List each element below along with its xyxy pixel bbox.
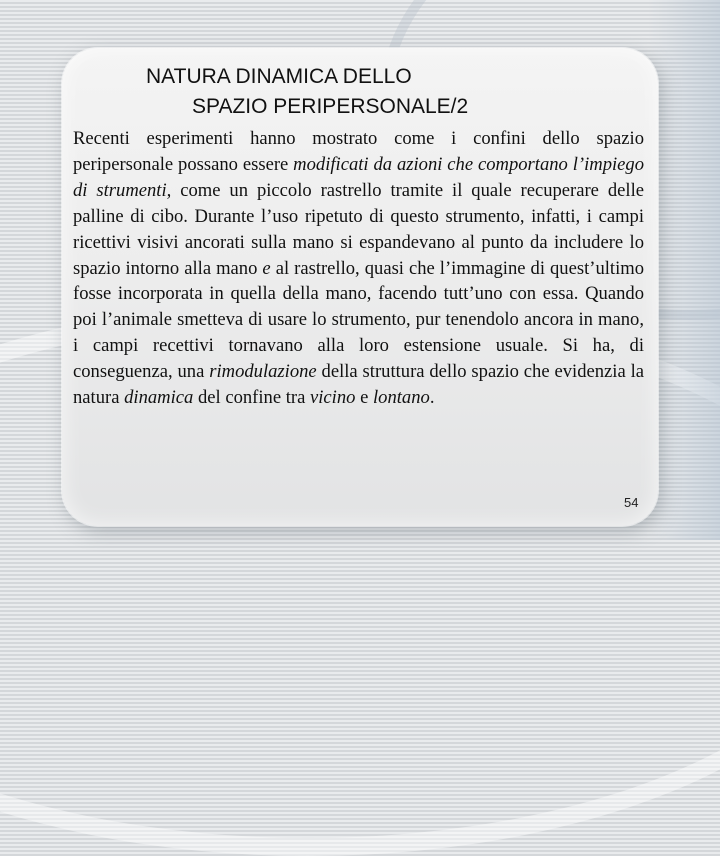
slide-title (146, 62, 606, 122)
body-segment: e (355, 387, 373, 409)
body-segment-italic: dinamica (124, 387, 194, 409)
body-segment: del confine tra (193, 387, 310, 409)
body-segment: della struttura dello spazio che evidenzia la natura (73, 361, 644, 409)
background-side-band (648, 0, 720, 540)
slide-title-line-2: SPAZIO PERIPERSONALE/2 (192, 95, 469, 118)
body-segment: . (429, 387, 435, 409)
slide-body-text (73, 126, 644, 411)
body-segment: Recenti esperimenti hanno mostrato come i confini dello spazio peripersonale possano essere (73, 128, 644, 175)
page-number: 54 (624, 495, 639, 510)
slide-title-line-1: NATURA DINAMICA DELLO (146, 65, 412, 88)
body-segment-italic: vicino (310, 387, 356, 409)
body-segment-italic: modificati da azioni che comportano l’impiego di strumenti, (73, 153, 645, 201)
body-segment: al rastrello, quasi che l’immagine di quest’ultimo fosse incorporata in quella della mano, facendo tutt’uno con essa. Quando poi l’animale smetteva di usare lo strumento, pur tenendolo ancora in mano, i campi recettivi tornavano alla loro estensione usuale. Si ha, di conseguenza, una (73, 257, 645, 383)
body-segment: come un piccolo rastrello tramite il quale recuperare delle palline di cibo. Durante l’uso ripetuto di questo strumento, infatti, i campi ricettivi visivi ancorati sulla mano si espandevano al punto da includere lo spazio intorno alla mano (73, 179, 644, 279)
body-segment-italic: lontano (373, 387, 430, 409)
body-segment-italic: e (262, 257, 271, 279)
body-segment-italic: rimodulazione (209, 361, 317, 383)
